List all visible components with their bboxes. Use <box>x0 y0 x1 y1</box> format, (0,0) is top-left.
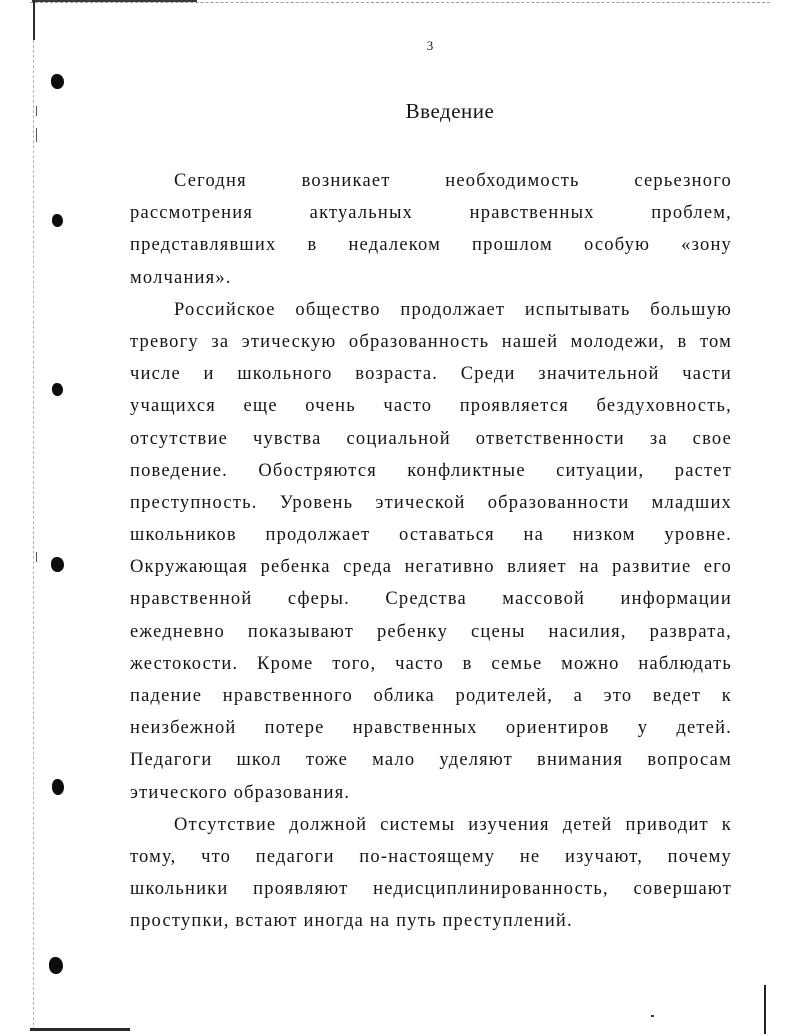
text-line: падение нравственного облика родителей, а это ведет к <box>130 686 732 706</box>
text-line: тому, что педагоги по-настоящему не изучают, почему <box>130 846 732 867</box>
text-line: Педагоги школ тоже мало уделяют внимания вопросам <box>130 750 732 771</box>
text-line: числе и школьного возраста. Среди значительной части <box>130 364 732 385</box>
text-line: неизбежной потере нравственных ориентиров у детей. <box>130 718 732 739</box>
scan-speck <box>36 552 37 562</box>
text-line: нравственной сферы. Средства массовой информации <box>130 589 732 610</box>
section-heading: Введение <box>405 99 495 123</box>
text-line: учащихся еще очень часто проявляется бездуховность, <box>130 396 732 417</box>
scan-edge-left-dashed <box>33 40 34 1030</box>
scan-edge-bottom <box>30 1028 130 1031</box>
scan-edge-right <box>764 985 766 1034</box>
text-line: жестокости. Кроме того, часто в семье можно наблюдать <box>130 653 732 674</box>
scan-edge-left <box>33 0 35 40</box>
text-line: Отсутствие должной системы изучения детей приводит к <box>174 814 732 835</box>
text-line: поведение. Обостряются конфликтные ситуации, растет <box>130 460 732 481</box>
text-line: школьников продолжает оставаться на низком уровне. <box>130 525 732 546</box>
text-line: рассмотрения актуальных нравственных проблем, <box>130 203 732 224</box>
text-line: Сегодня возникает необходимость серьезного <box>174 171 732 191</box>
text-line: преступность. Уровень этической образованности младших <box>130 492 732 513</box>
binding-hole-mark <box>52 214 63 227</box>
binding-hole-mark <box>52 779 64 795</box>
binding-hole-mark <box>51 557 64 572</box>
text-line: Российское общество продолжает испытывать большую <box>174 299 732 320</box>
scan-speck <box>36 128 37 142</box>
text-line: проступки, встают иногда на путь преступлений. <box>130 911 573 932</box>
text-line: ежедневно показывают ребенку сцены насилия, разврата, <box>130 621 732 642</box>
binding-hole-mark <box>49 957 63 974</box>
scan-edge-top <box>30 2 770 3</box>
body-text <box>130 165 732 938</box>
text-line: школьники проявляют недисциплинированность, совершают <box>130 879 732 900</box>
binding-hole-mark <box>52 383 63 396</box>
text-line: отсутствие чувства социальной ответственности за свое <box>130 428 732 449</box>
text-line: молчания». <box>130 267 232 288</box>
text-line: тревогу за этическую образованность нашей молодежи, в том <box>130 331 732 352</box>
text-line: представлявших в недалеком прошлом особую «зону <box>130 235 732 256</box>
scan-edge-top-solid <box>32 0 197 2</box>
scan-speck <box>651 1015 654 1017</box>
binding-hole-mark <box>51 74 64 89</box>
text-line: Окружающая ребенка среда негативно влияет на развитие его <box>130 557 732 578</box>
page-number: 3 <box>426 38 434 53</box>
text-line: этического образования. <box>130 782 351 803</box>
